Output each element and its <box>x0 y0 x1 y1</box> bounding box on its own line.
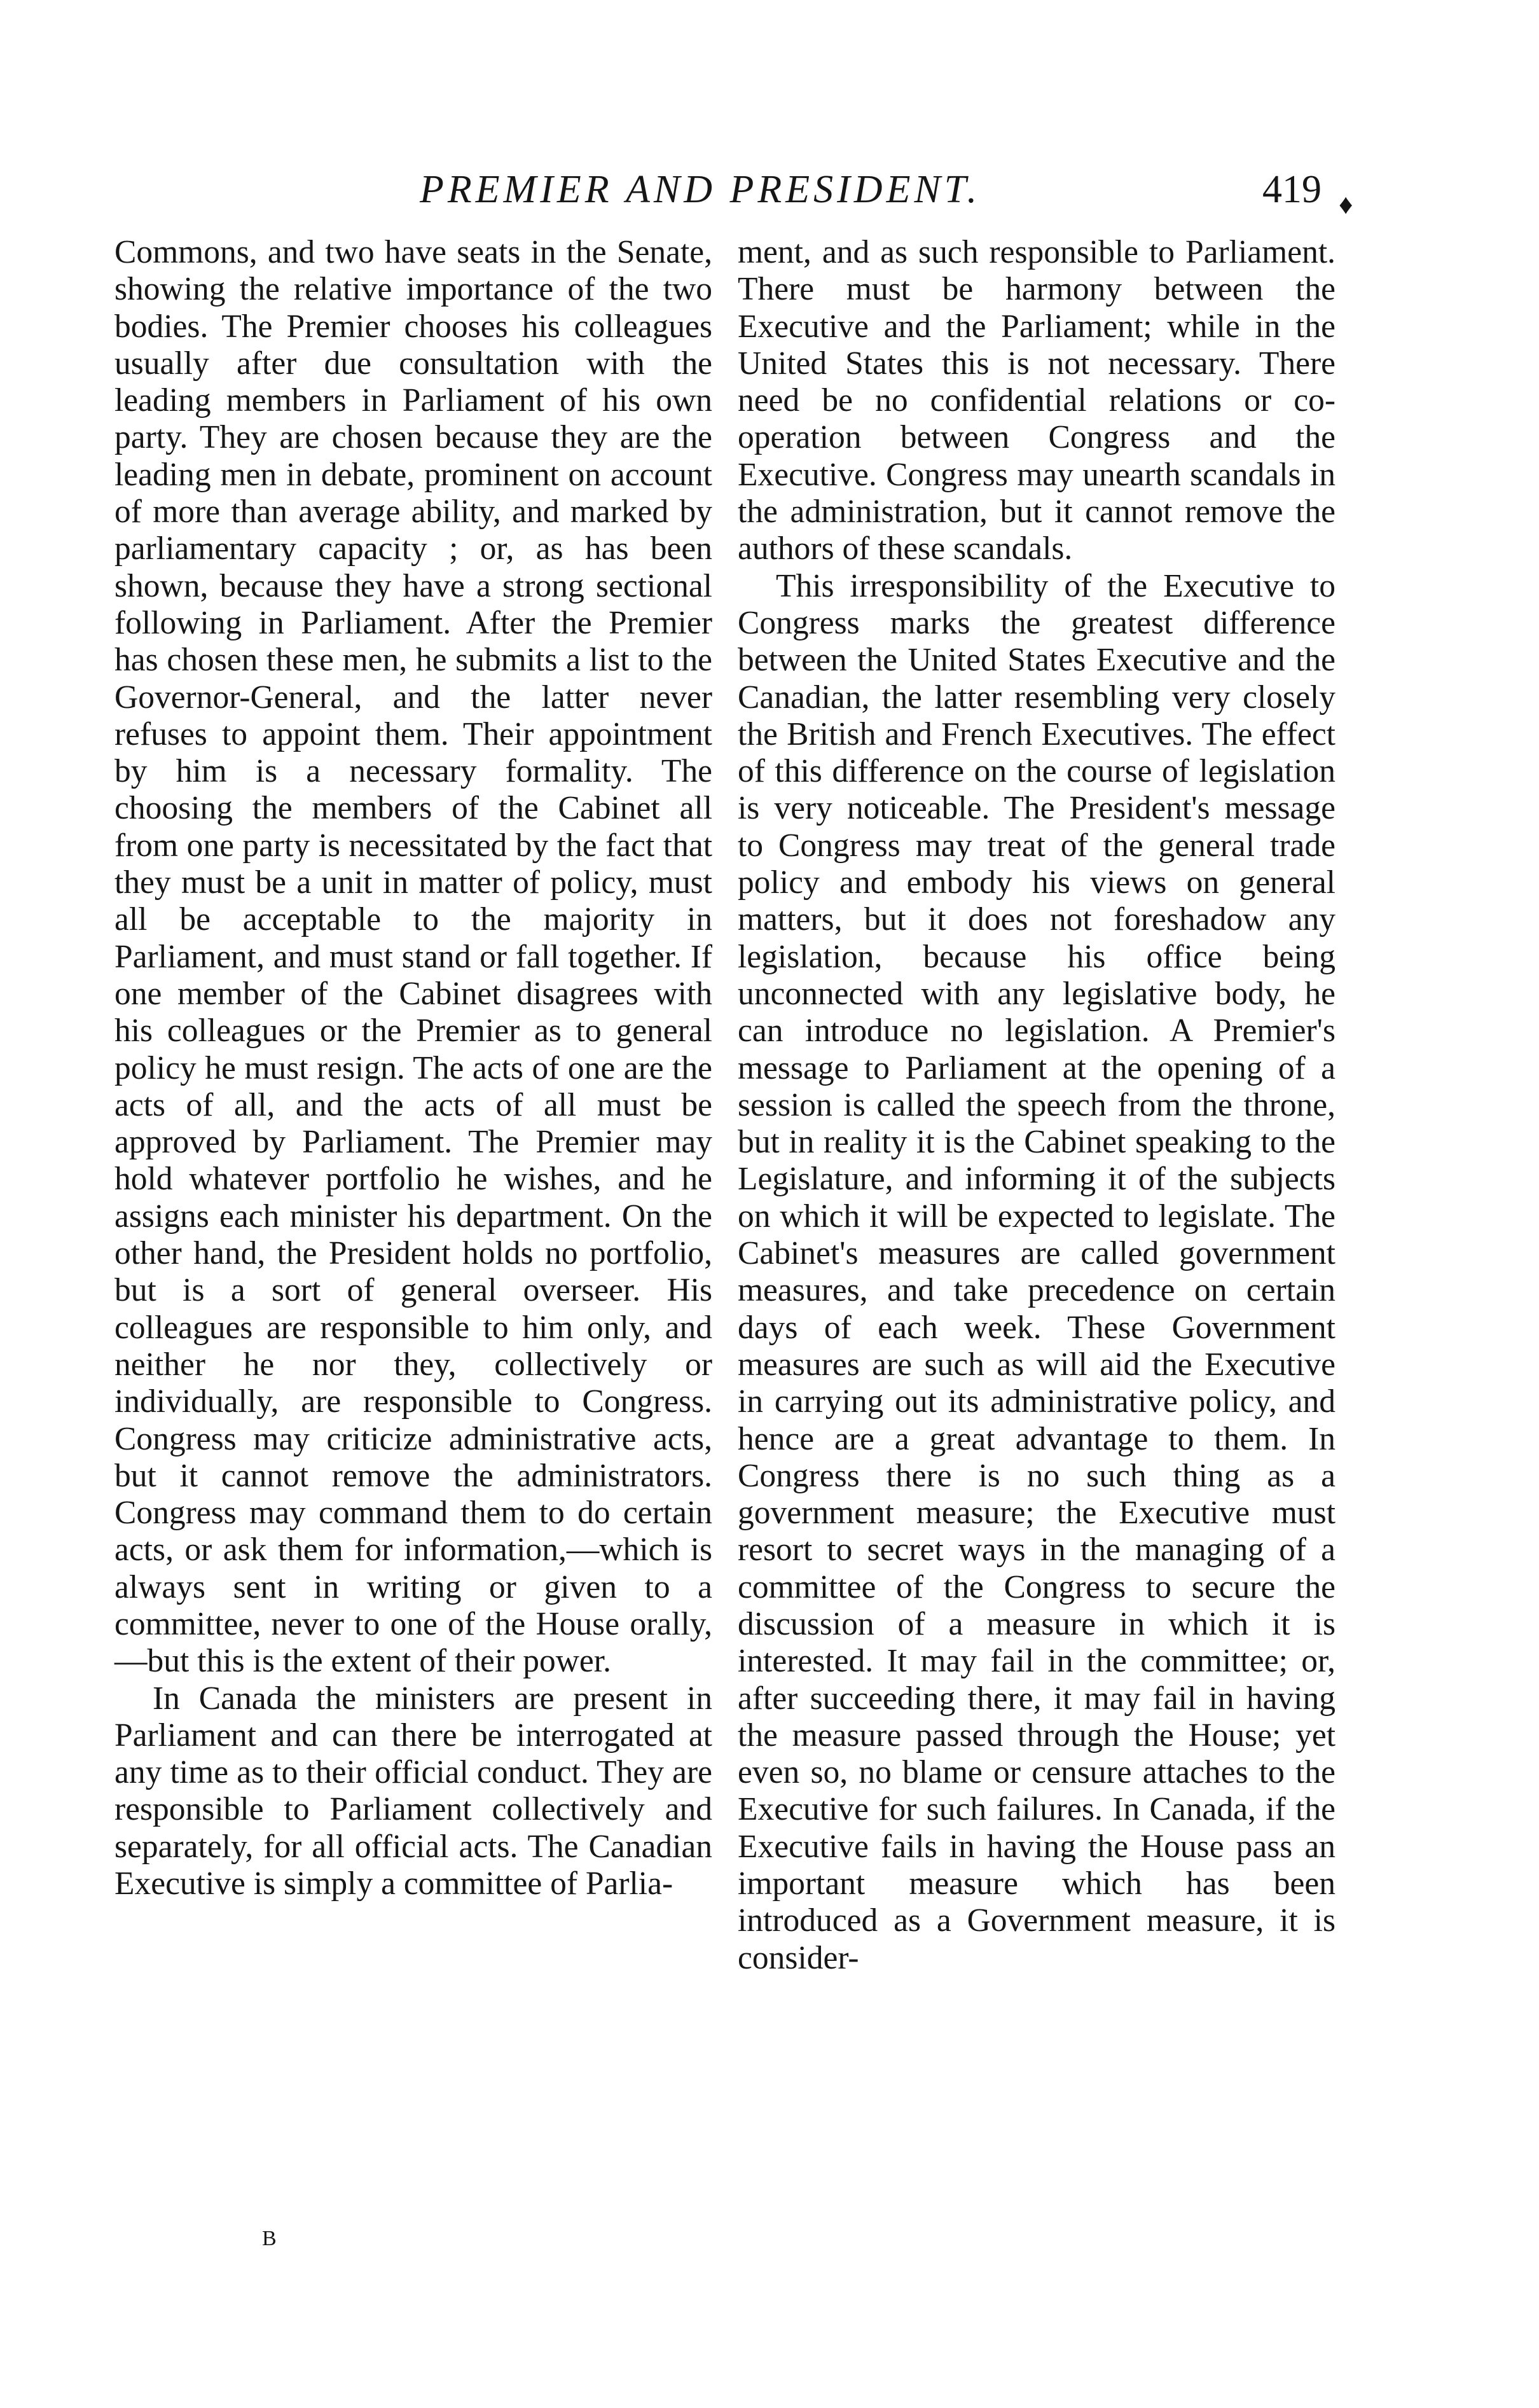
page-number: 419 <box>1262 168 1322 211</box>
corner-mark: ♦ <box>1339 189 1353 220</box>
paragraph: Commons, and two have seats in the Senate, showing the relative importance of the two bodies. The Premier chooses his colleagues usually after due consultation with the leading members in Parliament of his own party. They are chosen because they are the leading men in debate, prominent on account of more than average ability, and marked by parliamentary capacity ; or, as has been shown, because they have a strong sectional following in Parliament. After the Premier has chosen these men, he submits a list to the Governor-General, and the latter never refuses to appoint them. Their appointment by him is a necessary formality. The choosing the members of the Cabinet all from one party is necessitated by the fact that they must be a unit in matter of policy, must all be acceptable to the majority in Parliament, and must stand or fall together. If one member of the Cabinet disagrees with his colleagues or the Premier as to general policy he must resign. The acts of one are the acts of all, and the acts of all must be approved by Parliament. The Premier may hold whatever portfolio he wishes, and he assigns each minister his department. On the other hand, the President holds no portfolio, but is a sort of general overseer. His colleagues are responsible to him only, and neither he nor they, collectively or individually, are responsible to Congress. Congress may criticize administrative acts, but it cannot remove the administrators. Congress may command them to do certain acts, or ask them for information,—which is always sent in writing or given to a committee, never to one of the House orally,—but this is the extent of their power. <box>114 234 712 1680</box>
left-column <box>114 234 712 1902</box>
paragraph: ment, and as such responsible to Parliament. There must be harmony between the Executive and the Parliament; while in the United States this is not necessary. There need be no confidential relations or co-operation between Congress and the Executive. Congress may unearth scandals in the administration, but it cannot remove the authors of these scandals. <box>738 234 1335 567</box>
signature-mark: B <box>262 2227 277 2250</box>
running-title: PREMIER AND PRESIDENT. <box>420 168 981 211</box>
right-column <box>738 234 1335 1977</box>
paragraph: This irresponsibility of the Executive to Congress marks the greatest difference between the United States Executive and the Canadian, the latter resembling very closely the British and French Executives. The effect of this difference on the course of legislation is very noticeable. The President's message to Congress may treat of the general trade policy and embody his views on general matters, but it does not foreshadow any legislation, because his office being unconnected with any legislative body, he can introduce no legislation. A Premier's message to Parliament at the opening of a session is called the speech from the throne, but in reality it is the Cabinet speaking to the Legislature, and informing it of the subjects on which it will be expected to legislate. The Cabinet's measures are called government measures, and take precedence on certain days of each week. These Government measures are such as will aid the Executive in carrying out its administrative policy, and hence are a great advantage to them. In Congress there is no such thing as a government measure; the Executive must resort to secret ways in the managing of a committee of the Congress to secure the discussion of a measure in which it is interested. It may fail in the committee; or, after succeeding there, it may fail in having the measure passed through the House; yet even so, no blame or censure attaches to the Executive for such failures. In Canada, if the Executive fails in having the House pass an important measure which has been introduced as a Government measure, it is consider- <box>738 567 1335 1976</box>
running-header <box>0 164 1539 220</box>
paragraph: In Canada the ministers are present in Parliament and can there be interrogated at any time as to their official conduct. They are responsible to Parliament collectively and separately, for all official acts. The Canadian Executive is simply a committee of Parlia- <box>114 1680 712 1902</box>
